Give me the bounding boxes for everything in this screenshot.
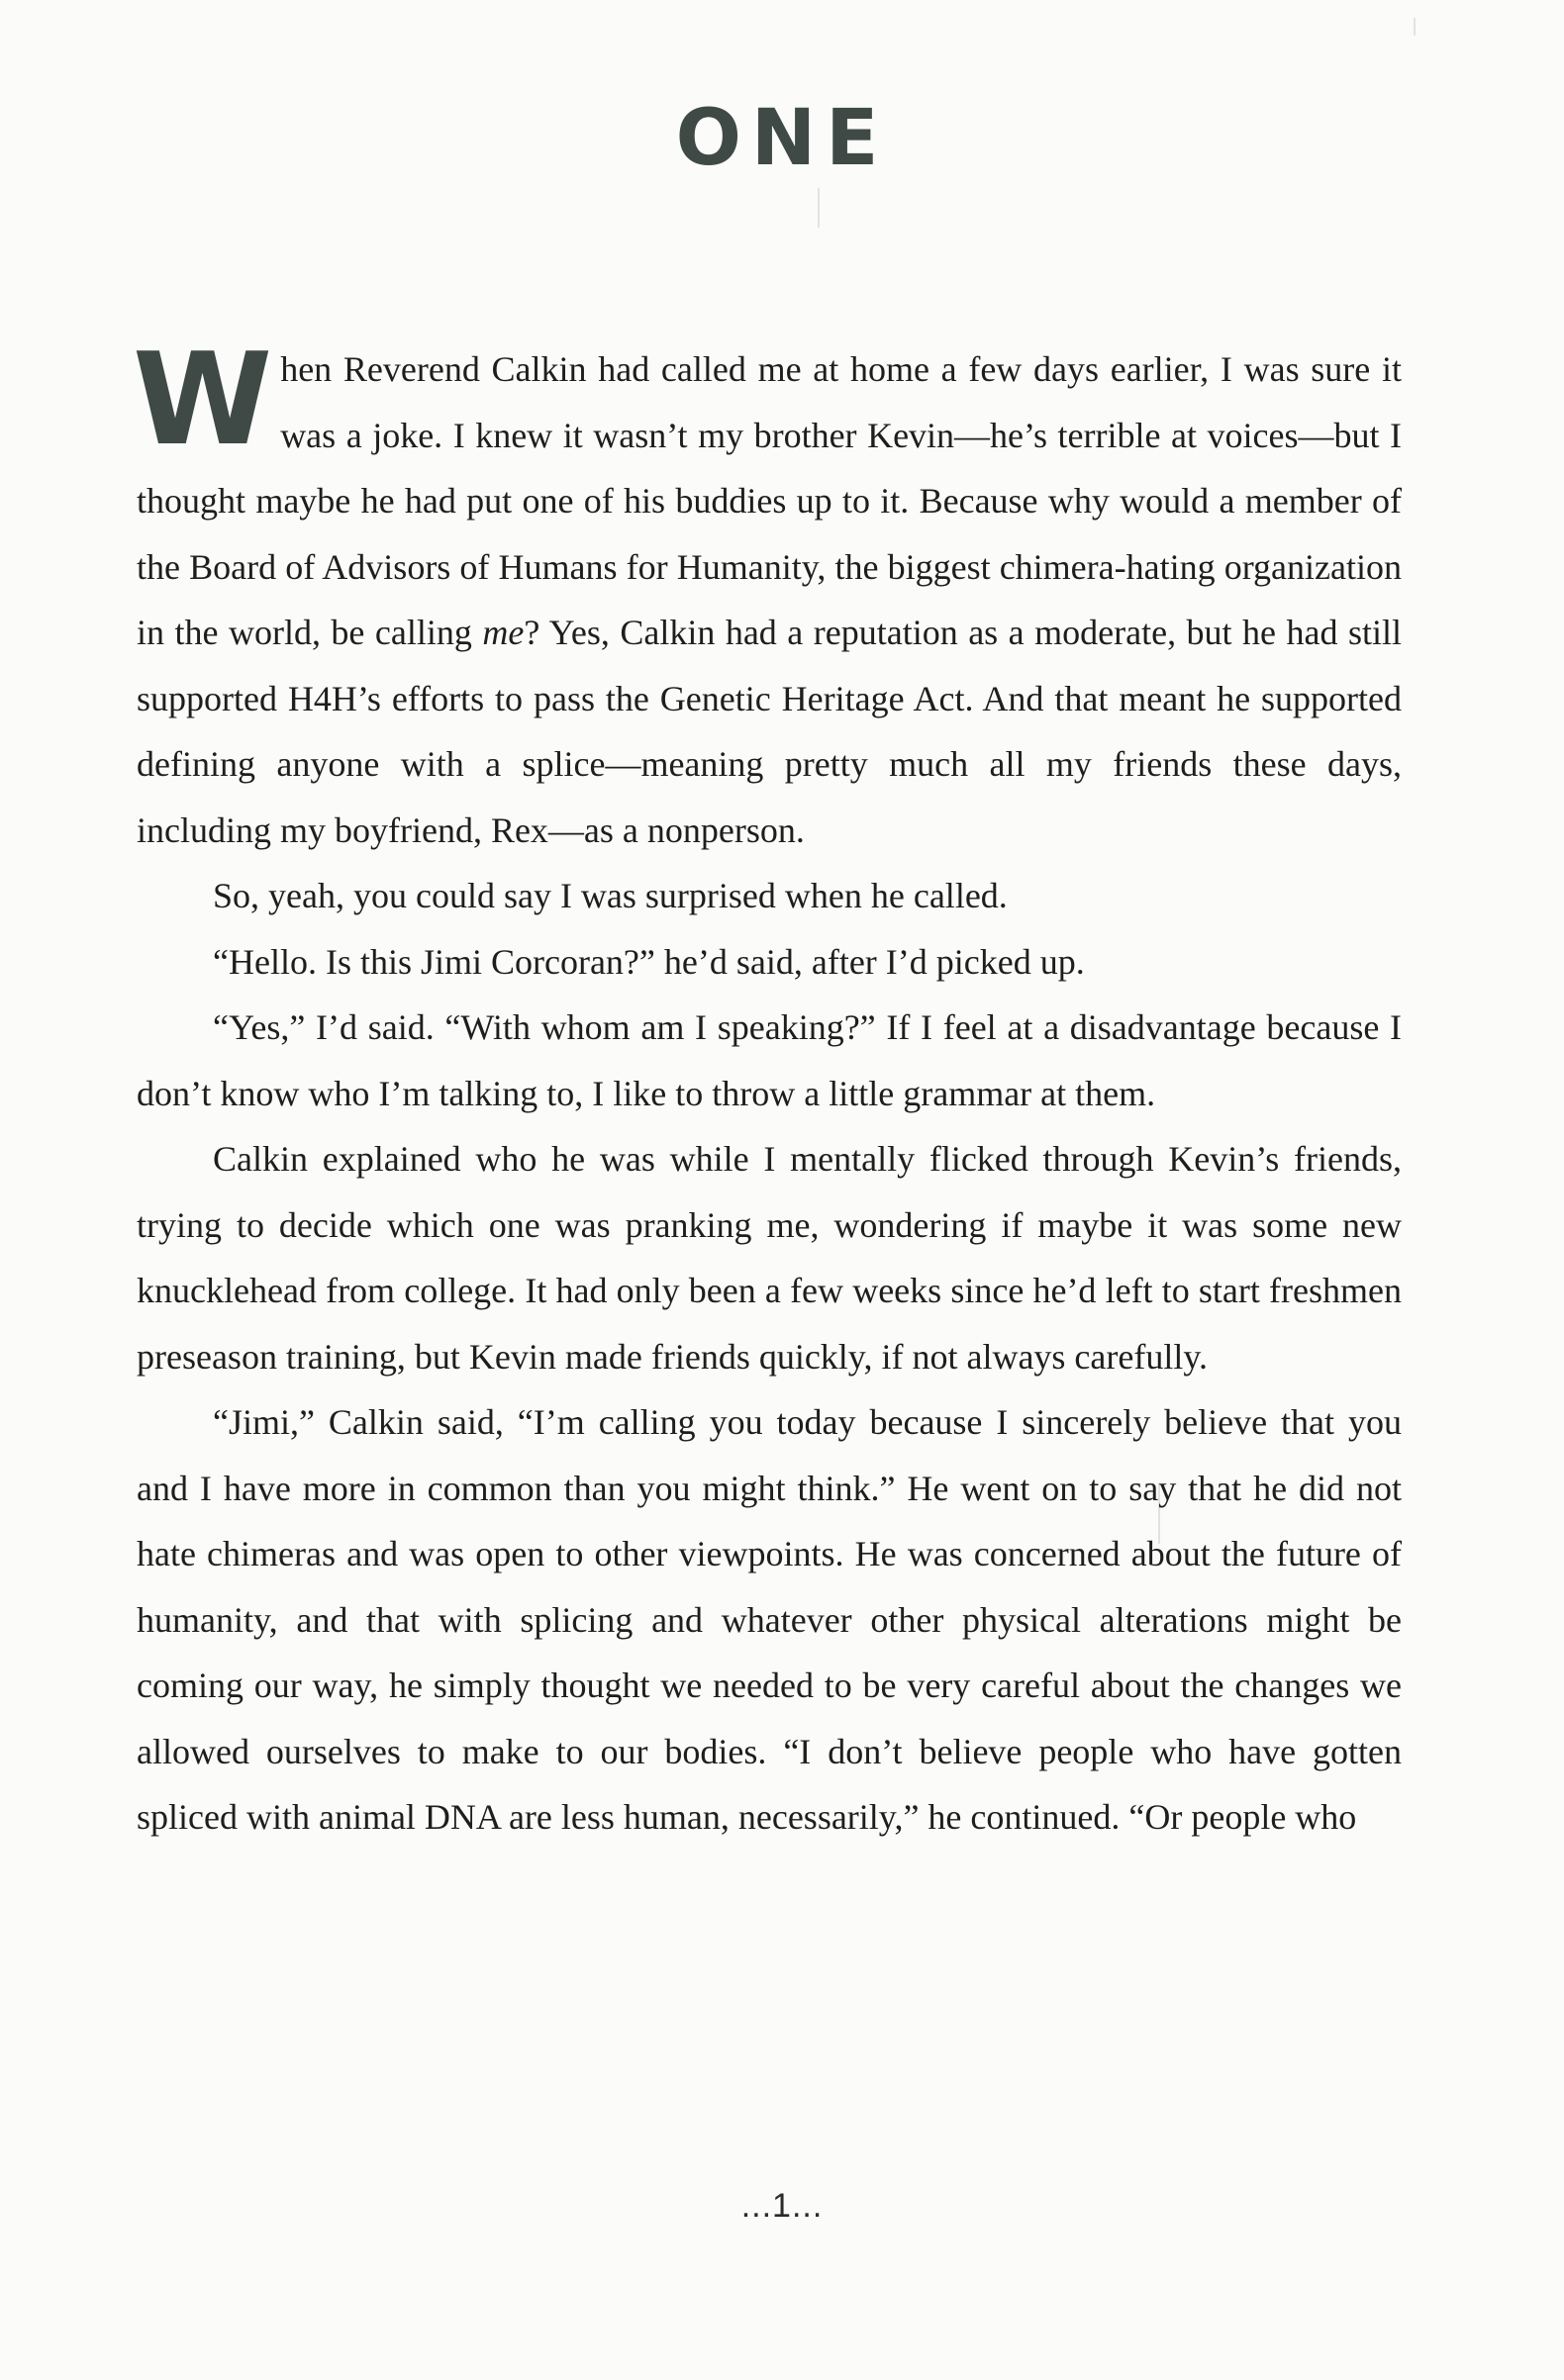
page-number: ...1... (740, 2187, 824, 2225)
paragraph-text: hen Reverend Calkin had called me at home a few days earlier, I was sure it was a joke. I knew it wasn’t my brother Kevin—he’s terrible at voices—but I thought maybe he had put one of his buddies up to it. Because why would a member of the Board of Advisors of Humans for Humanity, the biggest chimera-hating organization in the world, be calling (137, 349, 1402, 652)
paragraph-3: “Hello. Is this Jimi Corcoran?” he’d said, after I’d picked up. (213, 941, 1085, 982)
drop-cap: W (133, 327, 267, 474)
emphasis-text: me (482, 613, 525, 652)
chapter-title: ONE (675, 94, 889, 183)
paragraph-2: So, yeah, you could say I was surprised when he called. (213, 876, 1008, 915)
paragraph-text: ? Yes, Calkin had a reputation as a moderate, but he had still supported H4H’s efforts to pass the Genetic Heritage Act. And that meant he supported defining anyone with a splice—meaning pretty much all my friends these days, including my boyfriend, Rex—as a nonperson. (137, 613, 1402, 850)
paragraph-6: “Jimi,” Calkin said, “I’m calling you today because I sincerely believe that you and I have more in common than you might think.” He went on to say that he did not hate chimeras and was open to other viewpoints. He was concerned about the future of humanity, and that with splicing and whatever other physical alterations might be coming our way, he simply thought we needed to be very careful about the changes we allowed ourselves to make to our bodies. “I don’t believe people who have gotten spliced with animal DNA are less human, necessarily,” he continued. “Or people who (137, 1402, 1402, 1837)
paragraph-5: Calkin explained who he was while I mentally flicked through Kevin’s friends, trying to decide which one was pranking me, wondering if maybe it was some new knucklehead from college. It had only been a few weeks since he’d left to start freshmen preseason training, but Kevin made friends quickly, if not always carefully. (137, 1139, 1402, 1377)
paragraph-4: “Yes,” I’d said. “With whom am I speaking?” If I feel at a disadvantage because I don’t know who I’m talking to, I like to throw a little grammar at them. (137, 1007, 1402, 1113)
chapter-body (133, 327, 1402, 1851)
scan-mark (1414, 18, 1416, 36)
scan-mark (818, 188, 820, 228)
paragraph-1 (133, 327, 1402, 863)
